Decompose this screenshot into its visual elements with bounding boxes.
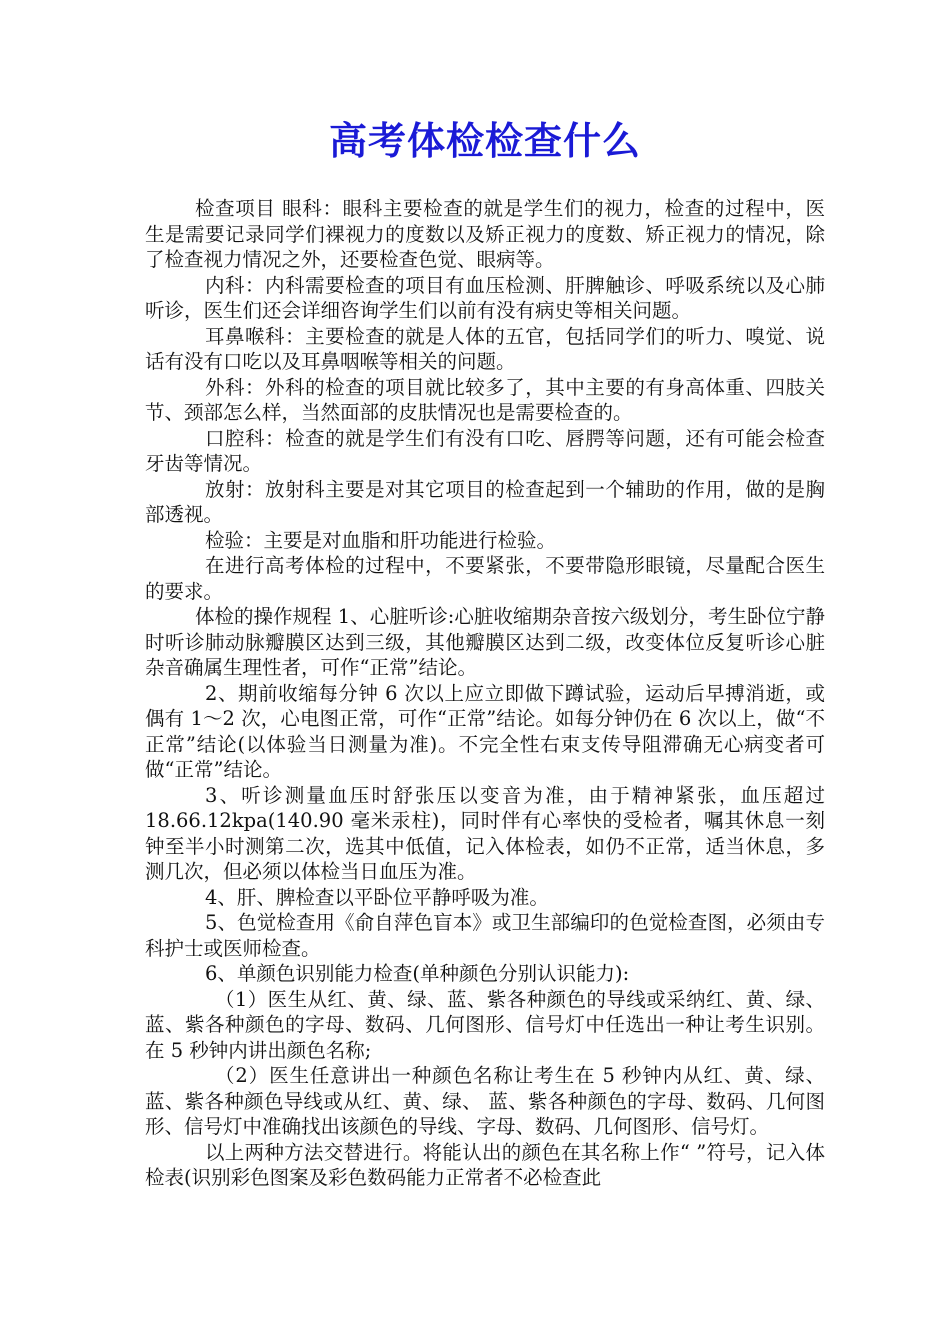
paragraph-procedure-4: 4、肝、脾检查以平卧位平静呼吸为准。 — [205, 885, 549, 909]
paragraph-advice: 在进行高考体检的过程中，不要紧张，不要带隐形眼镜，尽量配合医生的要求。 — [145, 554, 825, 603]
paragraph-dental: 口腔科：检查的就是学生们有没有口吃、唇腭等问题，还有可能会检查牙齿等情况。 — [145, 426, 825, 475]
paragraph-internal-medicine: 内科：内科需要检查的项目有血压检测、肝脾触诊、呼吸系统以及心肺听诊，医生们还会详细咨询学生们以前有没有病史等相关问题。 — [145, 273, 825, 322]
paragraph-procedure-6-1: （1）医生从红、黄、绿、蓝、紫各种颜色的导线或采纳红、黄、绿、蓝、紫各种颜色的字母、数码、几何图形、信号灯中任选出一种让考生识别。在 5 秒钟内讲出颜色名称; — [145, 987, 825, 1062]
paragraph-surgery: 外科：外科的检查的项目就比较多了，其中主要的有身高体重、四肢关节、颈部怎么样，当然面部的皮肤情况也是需要检查的。 — [145, 375, 825, 424]
paragraph-exam-items-ophthalmology: 检查项目 眼科：眼科主要检查的就是学生们的视力，检查的过程中，医生是需要记录同学们裸视力的度数以及矫正视力的度数、矫正视力的情况，除了检查视力情况之外，还要检查色觉、眼病等。 — [145, 197, 825, 271]
paragraph-procedure-6-2: （2）医生任意讲出一种颜色名称让考生在 5 秒钟内从红、黄、绿、蓝、紫各种颜色导线或从红、黄、绿、 蓝、紫各种颜色的字母、数码、几何图形、信号灯中准确找出该颜色的导线、字母、数码、几何图形、信号灯。 — [145, 1064, 825, 1138]
paragraph-radiology: 放射：放射科主要是对其它项目的检查起到一个辅助的作用，做的是胸部透视。 — [145, 477, 825, 526]
document-title: 高考体检检查什么 — [328, 118, 641, 163]
paragraph-procedure-2: 2、期前收缩每分钟 6 次以上应立即做下蹲试验，运动后早搏消逝，或偶有 1～2 次，心电图正常，可作“正常”结论。如每分钟仍在 6 次以上，做“不正常”结论(以体验当日测量为准)。不完全性右束支传导阻滞确无心病变者可做“正常”结论。 — [145, 681, 825, 781]
paragraph-procedure-summary: 以上两种方法交替进行。将能认出的颜色在其名称上作“ ”符号，记入体检表(识别彩色图案及彩色数码能力正常者不必检查此 — [145, 1140, 825, 1189]
paragraph-procedure-3: 3、听诊测量血压时舒张压以变音为准，由于精神紧张，血压超过 18.66.12kpa(140.90 毫米汞柱)，同时伴有心率快的受检者，嘱其休息一刻钟至半小时测第二次，选其中低值，记入体检表，如仍不正常，适当休息，多测几次，但必须以体检当日血压为准。 — [145, 783, 825, 883]
paragraph-procedure-1: 体检的操作规程 1、心脏听诊:心脏收缩期杂音按六级划分，考生卧位宁静时听诊肺动脉瓣膜区达到三级，其他瓣膜区达到二级，改变体位反复听诊心脏杂音确属生理性者，可作“正常”结论。 — [145, 605, 825, 679]
paragraph-ent: 耳鼻喉科：主要检查的就是人体的五官，包括同学们的听力、嗅觉、说话有没有口吃以及耳鼻咽喉等相关的问题。 — [145, 324, 825, 373]
paragraph-lab-test: 检验：主要是对血脂和肝功能进行检验。 — [205, 528, 557, 552]
paragraph-procedure-6: 6、单颜色识别能力检查(单种颜色分别认识能力): — [205, 962, 630, 985]
document-body — [145, 196, 825, 1191]
paragraph-procedure-5: 5、色觉检查用《俞自萍色盲本》或卫生部编印的色觉检查图，必须由专科护士或医师检查。 — [145, 911, 825, 960]
